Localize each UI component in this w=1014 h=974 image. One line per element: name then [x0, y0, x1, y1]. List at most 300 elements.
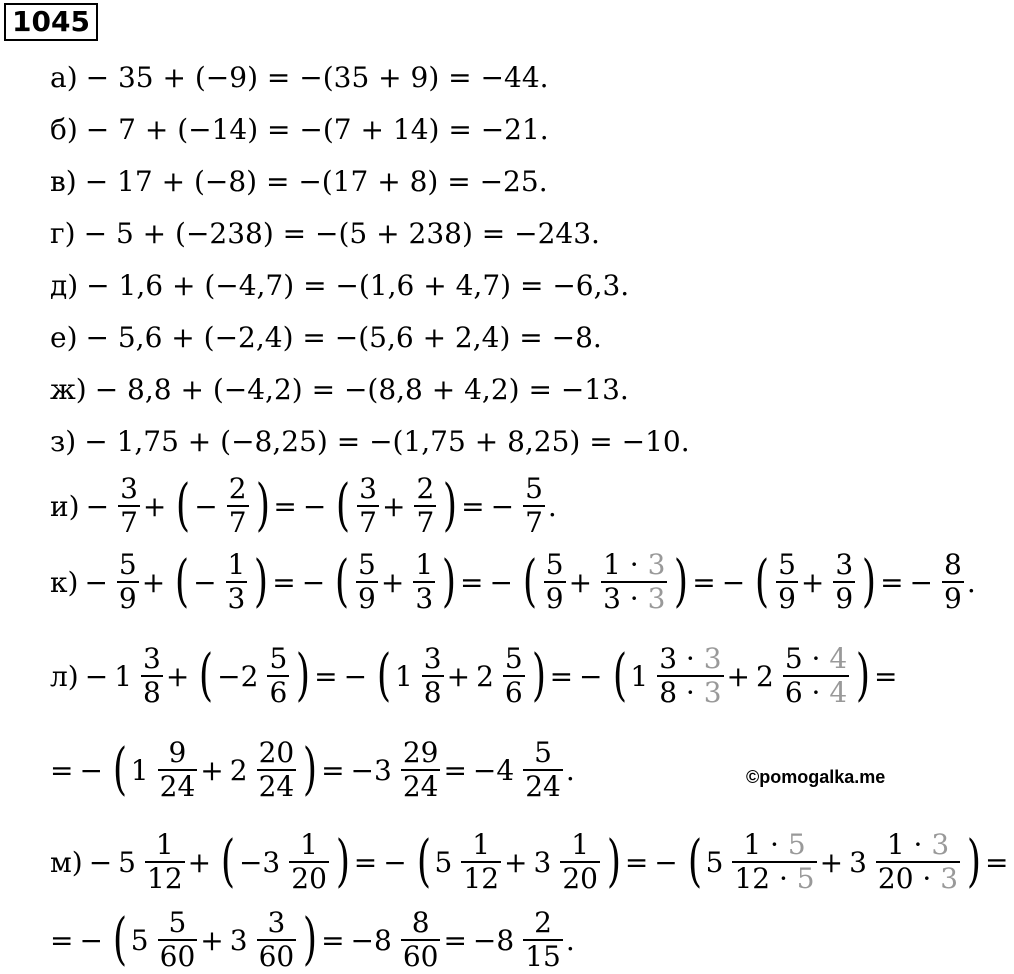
fraction	[523, 473, 545, 539]
fraction-equation-line	[50, 738, 575, 802]
fraction-part: 7	[525, 506, 543, 539]
math-token: +	[141, 565, 166, 599]
parenthesis: )	[443, 473, 458, 538]
fraction-equation-line	[50, 644, 904, 708]
item-label: а)	[50, 61, 78, 94]
math-token: −	[343, 659, 368, 693]
parenthesis: )	[856, 643, 871, 708]
fraction	[257, 737, 297, 803]
item-label: з)	[50, 425, 77, 458]
denominator	[257, 771, 297, 803]
math-token: 2	[229, 753, 248, 787]
fraction-part: 1 ·	[743, 828, 788, 861]
fraction-part: 9	[545, 582, 564, 615]
fraction	[145, 829, 185, 895]
math-token: .	[565, 753, 575, 787]
parenthesis: (	[199, 643, 214, 708]
parenthesis: )	[966, 829, 982, 894]
math-token: 5	[118, 845, 136, 879]
math-token: =	[549, 659, 574, 693]
parenthesis: )	[674, 549, 689, 614]
numerator	[117, 549, 139, 581]
parenthesis: (	[175, 549, 190, 614]
parenthesis: )	[303, 907, 318, 972]
math-token: −	[194, 489, 218, 523]
equation-line	[50, 214, 600, 254]
math-token: +	[380, 565, 405, 599]
equation-text: − 5 + (−238) = −(5 + 238) = −243.	[83, 217, 600, 250]
math-token: =	[874, 659, 898, 693]
math-token: =	[321, 753, 345, 787]
denominator	[118, 507, 140, 539]
fraction-part: 1	[155, 828, 174, 861]
fraction-part: 8 ·	[659, 676, 704, 709]
numerator	[776, 549, 798, 581]
equation-line	[50, 162, 548, 202]
math-token: +	[200, 923, 224, 957]
numerator	[265, 907, 287, 939]
highlight-factor: 3	[703, 642, 722, 675]
fraction-part: 3	[267, 906, 286, 939]
equation-line	[50, 58, 549, 98]
fraction-part: 60	[402, 940, 439, 973]
fraction	[942, 549, 964, 615]
parenthesis: (	[112, 737, 127, 802]
fraction	[158, 907, 198, 973]
math-token: =	[314, 659, 338, 693]
fraction	[833, 549, 855, 615]
math-token: −	[301, 565, 326, 599]
fraction	[876, 829, 960, 895]
numerator	[413, 549, 435, 581]
math-token: =	[353, 845, 378, 879]
fraction	[117, 549, 139, 615]
fraction-part: 6 ·	[784, 676, 830, 709]
equation-text: − 1,75 + (−8,25) = −(1,75 + 8,25) = −10.	[84, 425, 690, 458]
denominator	[783, 677, 849, 709]
fraction-part: 1 ·	[603, 548, 648, 581]
fraction-part: 5	[504, 642, 523, 675]
fraction-part: 3	[120, 472, 138, 505]
fraction-part: 5	[778, 548, 796, 581]
fraction-part: 20	[291, 862, 327, 895]
denominator	[601, 583, 667, 615]
numerator	[356, 549, 378, 581]
denominator	[503, 677, 525, 709]
fraction-part: 3	[143, 642, 161, 675]
math-token: 3	[533, 845, 552, 879]
fraction	[257, 907, 297, 973]
math-token: =	[443, 923, 467, 957]
parenthesis: (	[176, 473, 191, 538]
math-token: 3	[229, 923, 248, 957]
denominator	[876, 863, 960, 895]
denominator	[289, 863, 329, 895]
numerator	[167, 907, 189, 939]
watermark: ©pomogalka.me	[746, 767, 886, 787]
parenthesis: (	[112, 907, 127, 972]
math-token: =	[984, 845, 1009, 879]
math-token: −	[909, 565, 934, 599]
fraction	[226, 549, 248, 615]
math-token: −	[490, 489, 515, 523]
math-token: =	[273, 489, 297, 523]
fraction-part: 8	[423, 676, 442, 709]
math-token: −	[654, 845, 678, 879]
math-token: =	[443, 753, 467, 787]
parenthesis: (	[220, 829, 236, 894]
fraction-part: 5	[168, 906, 187, 939]
equation-text: − 35 + (−9) = −(35 + 9) = −44.	[85, 61, 549, 94]
math-token: −	[88, 845, 113, 879]
numerator	[470, 829, 492, 861]
parenthesis: (	[612, 643, 627, 708]
numerator	[414, 473, 436, 505]
math-token: л)	[50, 659, 79, 693]
parenthesis: )	[606, 829, 621, 894]
fraction-part: 24	[525, 770, 561, 803]
math-token: 2	[756, 659, 774, 693]
numerator	[401, 737, 441, 769]
highlight-factor: 4	[829, 642, 848, 675]
fraction-part: 1	[571, 828, 590, 861]
math-token: 1	[114, 659, 133, 693]
fraction-part: 9	[778, 582, 796, 615]
denominator	[523, 771, 563, 803]
fraction	[544, 549, 566, 615]
math-token: м)	[50, 845, 83, 879]
math-token: 1	[630, 659, 649, 693]
denominator	[657, 677, 723, 709]
fraction-part: 5	[269, 642, 288, 675]
math-token: .	[565, 923, 575, 957]
equation-text: − 8,8 + (−4,2) = −(8,8 + 4,2) = −13.	[94, 373, 629, 406]
math-token: +	[187, 845, 212, 879]
item-label: б)	[50, 113, 78, 146]
math-token: +	[382, 489, 406, 523]
fraction-part: 1	[227, 548, 246, 581]
equation-line	[50, 318, 602, 358]
fraction-part: 5	[545, 548, 564, 581]
denominator	[732, 863, 816, 895]
fraction-part: 3	[835, 548, 854, 581]
fraction-part: 20 ·	[877, 862, 941, 895]
item-label: в)	[50, 165, 77, 198]
denominator	[141, 677, 163, 709]
parenthesis: (	[334, 549, 350, 614]
fraction	[141, 643, 163, 709]
numerator	[544, 549, 566, 581]
fraction-part: 6	[269, 676, 288, 709]
denominator	[357, 507, 379, 539]
math-token: и)	[50, 489, 80, 523]
math-token: −3	[238, 845, 281, 879]
parenthesis: )	[441, 549, 457, 614]
math-token: −	[302, 489, 327, 523]
fraction-part: 24	[402, 770, 439, 803]
math-token: =	[460, 565, 484, 599]
numerator	[532, 907, 554, 939]
numerator	[267, 643, 289, 675]
denominator	[145, 863, 185, 895]
math-token: −2	[217, 659, 259, 693]
parenthesis: )	[254, 549, 269, 614]
fraction-part: 20	[258, 736, 295, 769]
fraction-part: 3	[227, 582, 246, 615]
fraction	[118, 473, 140, 539]
numerator	[257, 737, 297, 769]
math-token: +	[142, 489, 167, 523]
parenthesis: (	[416, 829, 431, 894]
math-token: =	[624, 845, 649, 879]
denominator	[523, 507, 545, 539]
highlight-factor: 3	[647, 582, 666, 615]
fraction-equation-line	[50, 550, 976, 614]
fraction-part: 3	[359, 472, 377, 505]
denominator	[523, 941, 563, 973]
numerator	[141, 643, 163, 675]
fraction	[601, 549, 667, 615]
fraction-part: 3 ·	[659, 642, 704, 675]
fraction-part: 15	[525, 940, 561, 973]
denominator	[226, 583, 248, 615]
denominator	[356, 583, 378, 615]
math-token: =	[272, 565, 296, 599]
fraction	[783, 643, 849, 709]
numerator	[569, 829, 591, 861]
fraction-part: 9	[358, 582, 376, 615]
numerator	[167, 737, 189, 769]
math-token: +	[165, 659, 190, 693]
highlight-factor: 3	[647, 548, 666, 581]
fraction	[413, 549, 435, 615]
numerator	[833, 549, 855, 581]
fraction-part: 5 ·	[784, 642, 830, 675]
fraction-part: 8	[143, 676, 161, 709]
highlight-factor: 4	[829, 676, 848, 709]
item-label: г)	[50, 217, 76, 250]
math-token: −3	[350, 753, 392, 787]
numerator	[227, 473, 249, 505]
fraction	[357, 473, 379, 539]
fraction-part: 12 ·	[734, 862, 797, 895]
parenthesis: )	[531, 643, 546, 708]
math-token: =	[321, 923, 345, 957]
numerator	[741, 829, 807, 861]
fraction-part: 5	[118, 548, 137, 581]
fraction-part: 29	[402, 736, 439, 769]
denominator	[267, 677, 289, 709]
numerator	[942, 549, 964, 581]
math-token: =	[880, 565, 904, 599]
parenthesis: (	[687, 829, 702, 894]
math-token: −	[79, 753, 103, 787]
equation-line	[50, 266, 629, 306]
parenthesis: (	[336, 473, 351, 538]
fraction-part: 60	[258, 940, 295, 973]
denominator	[117, 583, 139, 615]
numerator	[532, 737, 554, 769]
fraction-equation-line	[50, 474, 557, 538]
fraction-part: 20	[562, 862, 598, 895]
numerator	[503, 643, 525, 675]
fraction-part: 12	[147, 862, 183, 895]
fraction-part: 9	[168, 736, 187, 769]
fraction	[267, 643, 289, 709]
parenthesis: )	[862, 549, 877, 614]
fraction-part: 2	[228, 472, 247, 505]
fraction-part: 9	[944, 582, 962, 615]
fraction-part: 3 ·	[603, 582, 648, 615]
fraction	[356, 549, 378, 615]
fraction-equation-line	[50, 830, 1014, 894]
fraction-part: 8	[944, 548, 962, 581]
fraction	[289, 829, 329, 895]
math-token: +	[800, 565, 825, 599]
fraction-part: 1 ·	[886, 828, 932, 861]
math-token: 5	[130, 923, 149, 957]
numerator	[118, 473, 140, 505]
numerator	[885, 829, 951, 861]
numerator	[601, 549, 667, 581]
numerator	[783, 643, 849, 675]
fraction-part: 7	[120, 506, 138, 539]
fraction-part: 2	[534, 906, 552, 939]
math-token: −8	[350, 923, 392, 957]
parenthesis: (	[376, 643, 392, 708]
fraction	[401, 737, 441, 803]
math-token: .	[966, 565, 976, 599]
denominator	[833, 583, 855, 615]
fraction-part: 1	[300, 828, 318, 861]
math-token: −	[85, 489, 110, 523]
math-token: =	[50, 923, 74, 957]
highlight-factor: 3	[931, 828, 950, 861]
fraction	[422, 643, 444, 709]
parenthesis: )	[335, 829, 350, 894]
item-label: д)	[50, 269, 79, 302]
highlight-factor: 3	[703, 676, 722, 709]
fraction	[503, 643, 525, 709]
math-token: −4	[472, 753, 515, 787]
fraction-part: 9	[118, 582, 137, 615]
denominator	[158, 771, 198, 803]
numerator	[298, 829, 320, 861]
item-label: е)	[50, 321, 78, 354]
parenthesis: (	[755, 549, 770, 614]
fraction-part: 3	[423, 642, 442, 675]
fraction-part: 1	[415, 548, 434, 581]
fraction	[227, 473, 249, 539]
fraction-part: 7	[228, 506, 247, 539]
fraction-part: 1	[472, 828, 491, 861]
math-token: −	[84, 659, 109, 693]
fraction-part: 60	[159, 940, 196, 973]
fraction-part: 7	[359, 506, 377, 539]
math-token: −	[84, 565, 108, 599]
highlight-factor: 5	[796, 862, 815, 895]
numerator	[226, 549, 248, 581]
math-token: 1	[130, 753, 149, 787]
math-token: 1	[394, 659, 413, 693]
math-token: =	[50, 753, 74, 787]
fraction-part: 24	[159, 770, 196, 803]
denominator	[414, 507, 436, 539]
fraction	[158, 737, 198, 803]
math-token: +	[726, 659, 751, 693]
math-token: +	[819, 845, 844, 879]
math-token: +	[446, 659, 471, 693]
math-token: −	[193, 565, 217, 599]
equation-line	[50, 370, 629, 410]
fraction-part: 5	[525, 472, 543, 505]
math-token: −	[383, 845, 407, 879]
numerator	[523, 473, 545, 505]
fraction-equation-line	[50, 908, 575, 972]
denominator	[560, 863, 600, 895]
math-token: 3	[849, 845, 867, 879]
fraction-part: 5	[358, 548, 376, 581]
numerator	[154, 829, 176, 861]
parenthesis: )	[296, 643, 311, 708]
fraction-part: 2	[416, 472, 435, 505]
fraction-part: 6	[504, 676, 523, 709]
fraction-part: 8	[411, 906, 430, 939]
fraction	[414, 473, 436, 539]
fraction-part: 5	[534, 736, 552, 769]
math-token: +	[200, 753, 224, 787]
math-token: 5	[434, 845, 453, 879]
highlight-factor: 5	[787, 828, 806, 861]
math-token: −	[79, 923, 103, 957]
numerator	[657, 643, 723, 675]
equation-line	[50, 422, 690, 462]
math-token: +	[568, 565, 593, 599]
denominator	[413, 583, 435, 615]
equation-line	[50, 110, 549, 150]
fraction-part: 7	[416, 506, 435, 539]
denominator	[257, 941, 297, 973]
fraction	[523, 737, 563, 803]
numerator	[410, 907, 432, 939]
highlight-factor: 3	[940, 862, 959, 895]
parenthesis: (	[522, 549, 537, 614]
math-token: −	[721, 565, 746, 599]
numerator	[422, 643, 444, 675]
math-token: 5	[705, 845, 724, 879]
denominator	[776, 583, 798, 615]
fraction	[732, 829, 816, 895]
math-token: .	[547, 489, 557, 523]
math-token: =	[692, 565, 716, 599]
denominator	[401, 771, 441, 803]
math-token: −8	[472, 923, 515, 957]
fraction-part: 3	[415, 582, 434, 615]
numerator	[357, 473, 379, 505]
fraction	[461, 829, 501, 895]
fraction-part: 24	[258, 770, 295, 803]
math-token: к)	[50, 565, 79, 599]
problem-number: 1045	[4, 3, 98, 41]
fraction	[523, 907, 563, 973]
item-label: ж)	[50, 373, 87, 406]
fraction	[776, 549, 798, 615]
equation-text: − 17 + (−8) = −(17 + 8) = −25.	[84, 165, 548, 198]
denominator	[942, 583, 964, 615]
denominator	[158, 941, 198, 973]
math-token: +	[504, 845, 528, 879]
denominator	[461, 863, 501, 895]
